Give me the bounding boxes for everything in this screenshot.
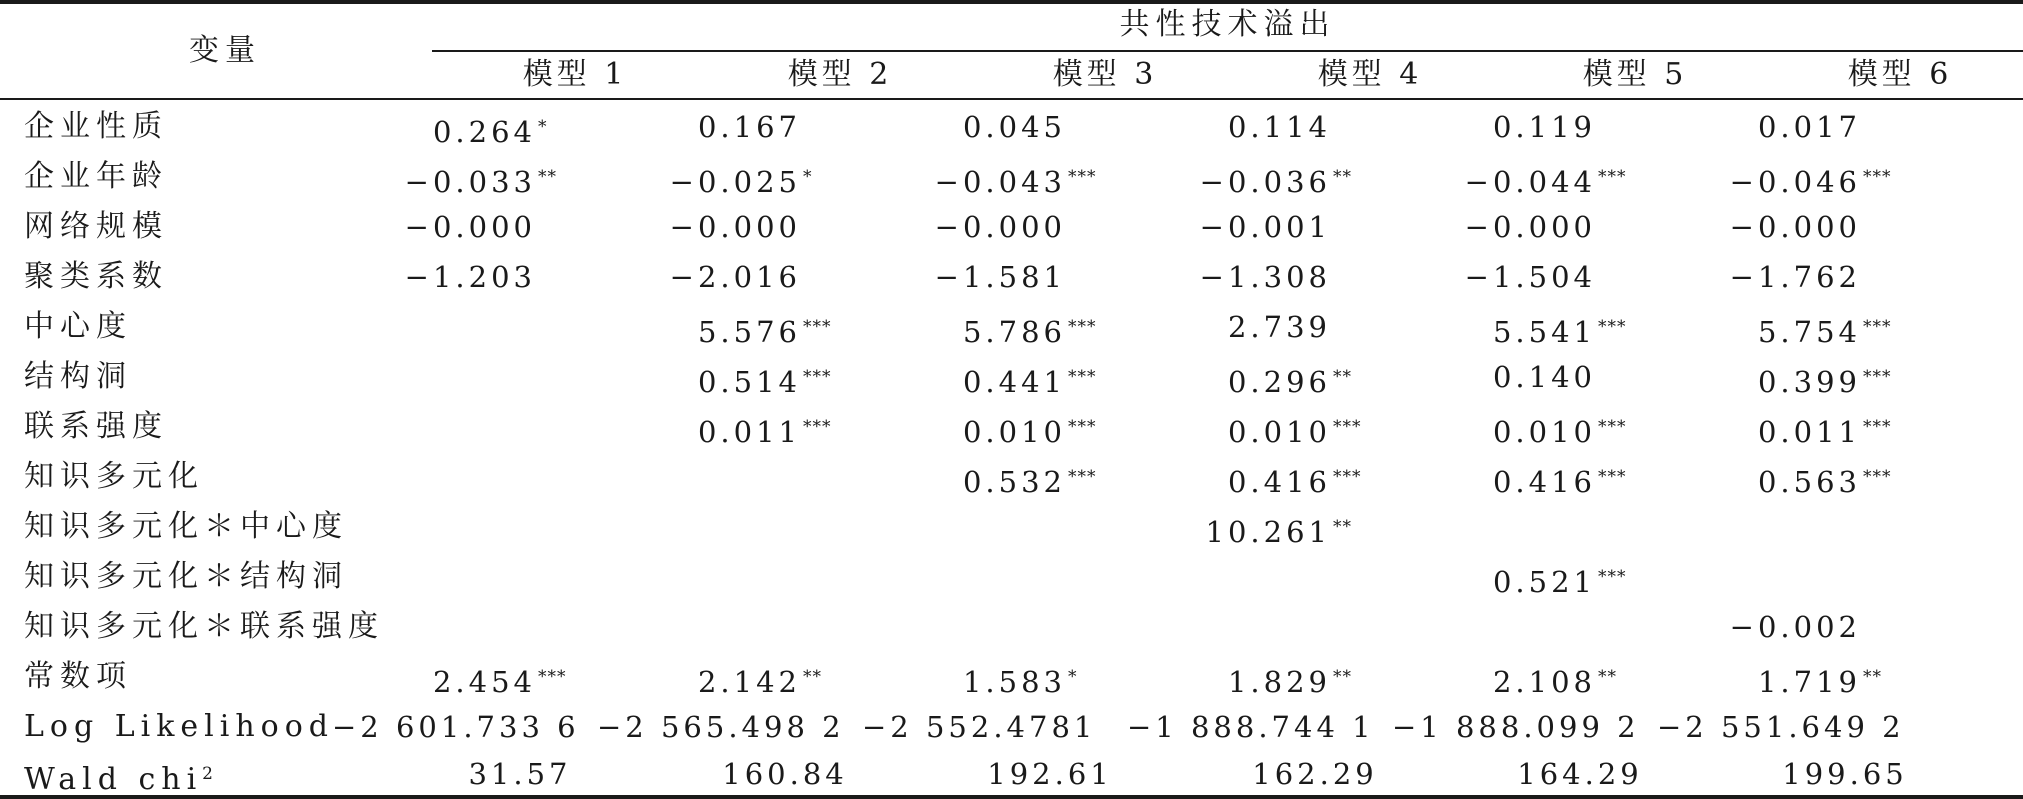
table-cell bbox=[332, 610, 592, 644]
table-cell bbox=[1657, 110, 1917, 144]
table-cell bbox=[1392, 260, 1652, 294]
significance-stars: *** bbox=[1598, 167, 1627, 187]
significance-stars: *** bbox=[1333, 417, 1362, 437]
cell-value: 0.119 bbox=[1492, 110, 1596, 144]
cell-value: 0.167 bbox=[697, 110, 801, 144]
wald-cell-4: 162.29 bbox=[1252, 757, 1378, 791]
significance-stars: *** bbox=[1863, 417, 1892, 437]
table-cell bbox=[1657, 610, 1917, 644]
row-label: 知识多元化＊中心度 bbox=[24, 509, 348, 544]
variable-column-header: 变量 bbox=[189, 33, 261, 68]
row-label-wald: Wald chi$^2$ bbox=[24, 762, 219, 797]
table-cell bbox=[1127, 610, 1387, 644]
table-cell bbox=[1392, 310, 1652, 349]
table-cell bbox=[862, 360, 1122, 399]
model-header-6: 模型 6 bbox=[1847, 57, 1953, 92]
wald-cell-3: 192.61 bbox=[987, 757, 1113, 791]
table-cell bbox=[597, 360, 857, 399]
model-header-1: 模型 1 bbox=[522, 57, 628, 92]
cell-value: −1.203 bbox=[404, 260, 536, 294]
row-label: Log Likelihood bbox=[24, 709, 335, 744]
table-cell bbox=[1127, 560, 1387, 594]
cell-value: 0.441 bbox=[962, 365, 1066, 399]
table-cell bbox=[597, 560, 857, 594]
table-cell bbox=[1127, 660, 1387, 699]
cell-value: 0.296 bbox=[1227, 365, 1331, 399]
cell-value: 0.010 bbox=[1492, 415, 1596, 449]
cell-value: 5.754 bbox=[1757, 315, 1861, 349]
group-span-rule bbox=[432, 50, 2023, 52]
table-cell bbox=[1392, 610, 1652, 644]
cell-value: 0.011 bbox=[697, 415, 801, 449]
cell-value: −0.043 bbox=[934, 165, 1066, 199]
significance-stars: ** bbox=[1333, 167, 1352, 187]
cell-value: 5.576 bbox=[697, 315, 801, 349]
table-cell bbox=[332, 410, 592, 444]
table-cell bbox=[1127, 210, 1387, 244]
significance-stars: *** bbox=[1598, 417, 1627, 437]
cell-value: −2 551.649 2 bbox=[1657, 710, 1905, 744]
row-label: 企业性质 bbox=[24, 109, 168, 144]
cell-value: 0.140 bbox=[1492, 360, 1596, 394]
table-cell bbox=[862, 260, 1122, 294]
significance-stars: *** bbox=[1068, 417, 1097, 437]
row-label: 常数项 bbox=[24, 659, 132, 694]
wald-cell-5: 164.29 bbox=[1517, 757, 1643, 791]
table-cell bbox=[1392, 460, 1652, 499]
table-cell bbox=[1657, 510, 1917, 544]
cell-value: 0.010 bbox=[962, 415, 1066, 449]
significance-stars: *** bbox=[1068, 467, 1097, 487]
row-label: 联系强度 bbox=[24, 409, 168, 444]
table-cell bbox=[862, 460, 1122, 499]
cell-value: 0.011 bbox=[1757, 415, 1861, 449]
cell-value: −1.762 bbox=[1729, 260, 1861, 294]
table-cell bbox=[597, 260, 857, 294]
cell-value: −2 601.733 6 bbox=[332, 710, 580, 744]
table-cell bbox=[597, 310, 857, 349]
cell-value: 5.786 bbox=[962, 315, 1066, 349]
significance-stars: *** bbox=[1068, 317, 1097, 337]
significance-stars: *** bbox=[538, 667, 567, 687]
significance-stars: *** bbox=[1863, 167, 1892, 187]
table-cell bbox=[862, 560, 1122, 594]
significance-stars: ** bbox=[538, 167, 557, 187]
table-top-rule bbox=[0, 0, 2023, 4]
row-label: 知识多元化 bbox=[24, 459, 204, 494]
significance-stars: * bbox=[538, 117, 548, 137]
table-cell bbox=[597, 460, 857, 494]
row-label: 结构洞 bbox=[24, 359, 132, 394]
table-cell bbox=[1392, 710, 1652, 744]
cell-value: 0.017 bbox=[1757, 110, 1861, 144]
significance-stars: *** bbox=[1333, 467, 1362, 487]
row-label: 企业年龄 bbox=[24, 159, 168, 194]
table-cell bbox=[1127, 260, 1387, 294]
cell-value: −0.001 bbox=[1199, 210, 1331, 244]
model-header-2: 模型 2 bbox=[787, 57, 893, 92]
cell-value: −0.025 bbox=[669, 165, 801, 199]
cell-value: 0.416 bbox=[1492, 465, 1596, 499]
significance-stars: *** bbox=[1863, 467, 1892, 487]
table-cell bbox=[1392, 210, 1652, 244]
table-cell bbox=[597, 160, 857, 199]
significance-stars: *** bbox=[1863, 367, 1892, 387]
significance-stars: *** bbox=[803, 367, 832, 387]
table-cell bbox=[597, 610, 857, 644]
significance-stars: *** bbox=[1598, 467, 1627, 487]
row-label: 中心度 bbox=[24, 309, 132, 344]
model-header-3: 模型 3 bbox=[1052, 57, 1158, 92]
cell-value: 0.416 bbox=[1227, 465, 1331, 499]
cell-value: −1.308 bbox=[1199, 260, 1331, 294]
cell-value: 10.261 bbox=[1205, 515, 1331, 549]
significance-stars: ** bbox=[1598, 667, 1617, 687]
table-cell bbox=[1392, 560, 1652, 599]
cell-value: 0.114 bbox=[1227, 110, 1331, 144]
table-cell bbox=[1657, 210, 1917, 244]
cell-value: 0.521 bbox=[1492, 565, 1596, 599]
cell-value: 0.514 bbox=[697, 365, 801, 399]
table-cell bbox=[1657, 160, 1917, 199]
table-cell bbox=[332, 310, 592, 344]
table-cell bbox=[332, 110, 592, 149]
cell-value: 2.142 bbox=[697, 665, 801, 699]
cell-value: 0.399 bbox=[1757, 365, 1861, 399]
cell-value: 0.264 bbox=[432, 115, 536, 149]
cell-value: −0.036 bbox=[1199, 165, 1331, 199]
table-cell bbox=[862, 710, 1122, 744]
cell-value: −0.000 bbox=[1464, 210, 1596, 244]
significance-stars: *** bbox=[803, 317, 832, 337]
table-cell bbox=[597, 410, 857, 449]
table-bottom-rule bbox=[0, 795, 2023, 799]
significance-stars: * bbox=[803, 167, 813, 187]
table-cell bbox=[1127, 410, 1387, 449]
table-cell bbox=[862, 610, 1122, 644]
table-cell bbox=[597, 210, 857, 244]
model-header-4: 模型 4 bbox=[1317, 57, 1423, 92]
table-cell bbox=[1657, 360, 1917, 399]
cell-value: −0.000 bbox=[404, 210, 536, 244]
significance-stars: * bbox=[1068, 667, 1078, 687]
table-cell bbox=[1657, 310, 1917, 349]
row-label: 网络规模 bbox=[24, 209, 168, 244]
table-cell bbox=[597, 660, 857, 699]
cell-value: 1.719 bbox=[1757, 665, 1861, 699]
cell-value: 0.563 bbox=[1757, 465, 1861, 499]
significance-stars: *** bbox=[1068, 367, 1097, 387]
group-header: 共性技术溢出 bbox=[1119, 7, 1336, 42]
table-cell bbox=[862, 660, 1122, 699]
cell-value: 2.108 bbox=[1492, 665, 1596, 699]
table-cell bbox=[1657, 560, 1917, 594]
table-cell bbox=[332, 560, 592, 594]
table-cell bbox=[332, 660, 592, 699]
table-cell bbox=[1392, 510, 1652, 544]
table-cell bbox=[1127, 710, 1387, 744]
wald-cell-1: 31.57 bbox=[468, 757, 572, 791]
table-cell bbox=[1392, 660, 1652, 699]
cell-value: −1.504 bbox=[1464, 260, 1596, 294]
cell-value: 0.045 bbox=[962, 110, 1066, 144]
table-cell bbox=[862, 160, 1122, 199]
table-cell bbox=[1392, 410, 1652, 449]
cell-value: −2 565.498 2 bbox=[597, 710, 845, 744]
table-cell bbox=[862, 110, 1122, 144]
significance-stars: ** bbox=[1333, 367, 1352, 387]
cell-value: −0.044 bbox=[1464, 165, 1596, 199]
table-cell bbox=[332, 460, 592, 494]
cell-value: −0.000 bbox=[669, 210, 801, 244]
table-cell bbox=[1127, 510, 1387, 549]
table-cell bbox=[1127, 160, 1387, 199]
significance-stars: *** bbox=[803, 417, 832, 437]
header-bottom-rule bbox=[0, 98, 2023, 100]
table-cell bbox=[862, 510, 1122, 544]
table-cell bbox=[332, 710, 592, 744]
significance-stars: ** bbox=[1863, 667, 1882, 687]
row-label: 知识多元化＊联系强度 bbox=[24, 609, 384, 644]
wald-cell-6: 199.65 bbox=[1782, 757, 1908, 791]
cell-value: −1.581 bbox=[934, 260, 1066, 294]
significance-stars: *** bbox=[1863, 317, 1892, 337]
cell-value: −1 888.744 1 bbox=[1127, 710, 1375, 744]
table-cell bbox=[1127, 310, 1387, 344]
cell-value: −0.000 bbox=[1729, 210, 1861, 244]
table-cell bbox=[862, 210, 1122, 244]
table-cell bbox=[862, 310, 1122, 349]
cell-value: 0.010 bbox=[1227, 415, 1331, 449]
cell-value: −0.000 bbox=[934, 210, 1066, 244]
cell-value: 0.532 bbox=[962, 465, 1066, 499]
row-label: 知识多元化＊结构洞 bbox=[24, 559, 348, 594]
table-cell bbox=[1392, 360, 1652, 394]
significance-stars: ** bbox=[1333, 667, 1352, 687]
cell-value: −2 552.4781 bbox=[862, 710, 1097, 744]
table-cell bbox=[332, 160, 592, 199]
table-cell bbox=[1127, 460, 1387, 499]
table-cell bbox=[1657, 460, 1917, 499]
cell-value: −0.046 bbox=[1729, 165, 1861, 199]
table-cell bbox=[1657, 660, 1917, 699]
significance-stars: *** bbox=[1068, 167, 1097, 187]
table-cell bbox=[332, 360, 592, 394]
cell-value: −2.016 bbox=[669, 260, 801, 294]
table-cell bbox=[332, 260, 592, 294]
significance-stars: ** bbox=[1333, 517, 1352, 537]
table-cell bbox=[597, 110, 857, 144]
cell-value: 1.829 bbox=[1227, 665, 1331, 699]
table-cell bbox=[332, 510, 592, 544]
wald-cell-2: 160.84 bbox=[722, 757, 848, 791]
cell-value: 2.454 bbox=[432, 665, 536, 699]
cell-value: −0.033 bbox=[404, 165, 536, 199]
table-cell bbox=[597, 510, 857, 544]
table-cell bbox=[1127, 360, 1387, 399]
table-cell bbox=[1127, 110, 1387, 144]
table-cell bbox=[1657, 260, 1917, 294]
cell-value: −1 888.099 2 bbox=[1392, 710, 1640, 744]
row-label: 聚类系数 bbox=[24, 259, 168, 294]
significance-stars: ** bbox=[803, 667, 822, 687]
table-cell bbox=[1657, 710, 1917, 744]
table-cell bbox=[332, 210, 592, 244]
table-cell bbox=[862, 410, 1122, 449]
cell-value: 2.739 bbox=[1227, 310, 1331, 344]
significance-stars: *** bbox=[1598, 567, 1627, 587]
table-cell bbox=[1392, 160, 1652, 199]
significance-stars: *** bbox=[1598, 317, 1627, 337]
model-header-5: 模型 5 bbox=[1582, 57, 1688, 92]
cell-value: 1.583 bbox=[962, 665, 1066, 699]
table-cell bbox=[1657, 410, 1917, 449]
table-cell bbox=[597, 710, 857, 744]
table-cell bbox=[1392, 110, 1652, 144]
cell-value: 5.541 bbox=[1492, 315, 1596, 349]
cell-value: −0.002 bbox=[1729, 610, 1861, 644]
